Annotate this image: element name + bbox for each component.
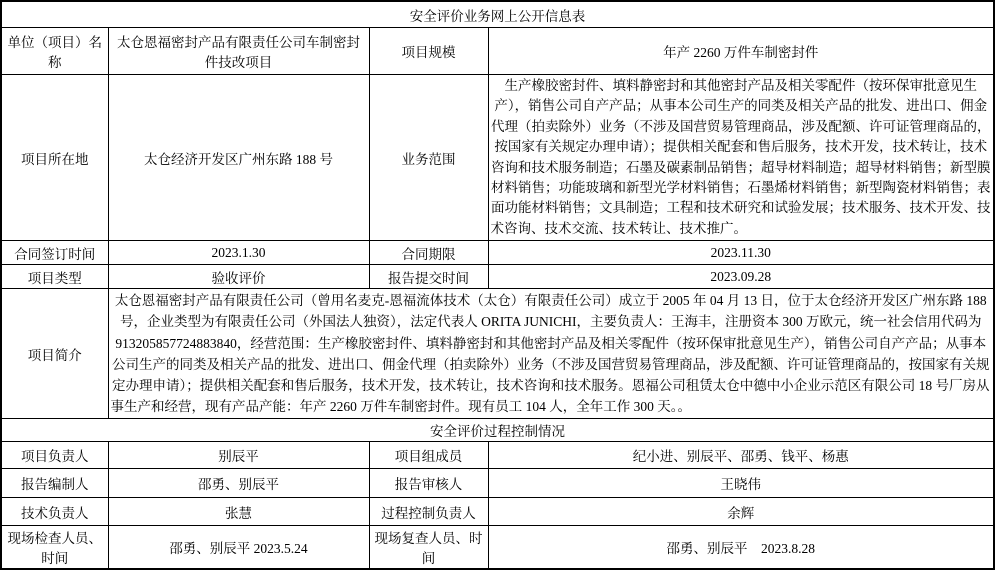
project-scale-label: 项目规模 [369,28,488,75]
project-intro-label: 项目简介 [1,289,108,419]
contract-sign-label: 合同签订时间 [1,241,108,265]
business-scope-value: 生产橡胶密封件、填料静密封和其他密封产品及相关零配件（按环保审批意见生产），销售公司自产产品；从事本公司生产的同类及相关产品的批发、进出口、佣金代理（拍卖除外）业务（不涉及国营贸易管理商品，涉及配额、许可证管理商品的，按国家有关规定办理申请）；提供相关配套和售后服务，技术开发，技术转让，技术咨询和技术服务制造；石墨及碳素制品销售；超导材料制造；超导材料销售；新型膜材料销售；功能玻璃和新型光学材料销售；石墨烯材料销售；新型陶瓷材料销售；表面功能材料销售；文具制造；工程和技术研究和试验发展；技术服务、技术开发、技术咨询、技术交流、技术转让、技术推广。 [488,75,994,241]
tech-leader-row [1,498,994,526]
tech-leader-value: 张慧 [108,498,369,526]
contract-term-label: 合同期限 [369,241,488,265]
location-label: 项目所在地 [1,75,108,241]
table-title-row [1,1,994,28]
team-members-value: 纪小进、别辰平、邵勇、钱平、杨惠 [488,442,994,469]
contract-sign-value: 2023.1.30 [108,241,369,265]
report-reviewer-label: 报告审核人 [369,469,488,498]
process-controller-value: 余辉 [488,498,994,526]
contract-row [1,241,994,265]
section-header-row [1,419,994,442]
unit-name-row [1,28,994,75]
tech-leader-label: 技术负责人 [1,498,108,526]
project-leader-label: 项目负责人 [1,442,108,469]
report-author-label: 报告编制人 [1,469,108,498]
process-control-section-title: 安全评价过程控制情况 [1,419,994,442]
site-inspection-row [1,526,994,570]
report-submit-label: 报告提交时间 [369,265,488,289]
unit-name-value: 太仓恩福密封产品有限责任公司车制密封件技改项目 [108,28,369,75]
team-members-label: 项目组成员 [369,442,488,469]
site-recheck-value: 邵勇、别辰平 2023.8.28 [488,526,994,570]
project-type-label: 项目类型 [1,265,108,289]
table-title: 安全评价业务网上公开信息表 [1,1,994,28]
site-inspection-value: 邵勇、别辰平 2023.5.24 [108,526,369,570]
report-author-value: 邵勇、别辰平 [108,469,369,498]
site-recheck-label: 现场复查人员、时间 [369,526,488,570]
contract-term-value: 2023.11.30 [488,241,994,265]
report-submit-value: 2023.09.28 [488,265,994,289]
project-type-row [1,265,994,289]
business-scope-label: 业务范围 [369,75,488,241]
unit-name-label: 单位（项目）名称 [1,28,108,75]
location-value: 太仓经济开发区广州东路 188 号 [108,75,369,241]
project-leader-value: 别辰平 [108,442,369,469]
project-type-value: 验收评价 [108,265,369,289]
report-reviewer-value: 王晓伟 [488,469,994,498]
report-author-row [1,469,994,498]
project-leader-row [1,442,994,469]
project-intro-row [1,289,994,419]
project-intro-value: 太仓恩福密封产品有限责任公司（曾用名麦克-恩福流体技术（太仓）有限责任公司）成立于 2005 年 04 月 13 日，位于太仓经济开发区广州东路 188 号，企业类型为有限责任公司（外国法人独资），法定代表人 ORITA JUNICHI，主要负责人：王海丰，注册资本 300 万欧元，统一社会信用代码为 913205857724883840，经营范围：生产橡胶密封件、填料静密封和其他密封产品及相关零配件（按环保审批意见生产），销售公司自产产品；从事本公司生产的同类及相关产品的批发、进出口、佣金代理（拍卖除外）业务（不涉及国营贸易管理商品，涉及配额、许可证管理商品的，按国家有关规定办理申请）；提供相关配套和售后服务，技术开发，技术转让，技术咨询和技术服务。恩福公司租赁太仓中德中小企业示范区有限公司 18 号厂房从事生产和经营，现有产品产能：年产 2260 万件车制密封件。现有员工 104 人，全年工作 300 天。。 [108,289,994,419]
location-scope-row [1,75,994,241]
process-controller-label: 过程控制负责人 [369,498,488,526]
site-inspection-label: 现场检查人员、时间 [1,526,108,570]
project-scale-value: 年产 2260 万件车制密封件 [488,28,994,75]
